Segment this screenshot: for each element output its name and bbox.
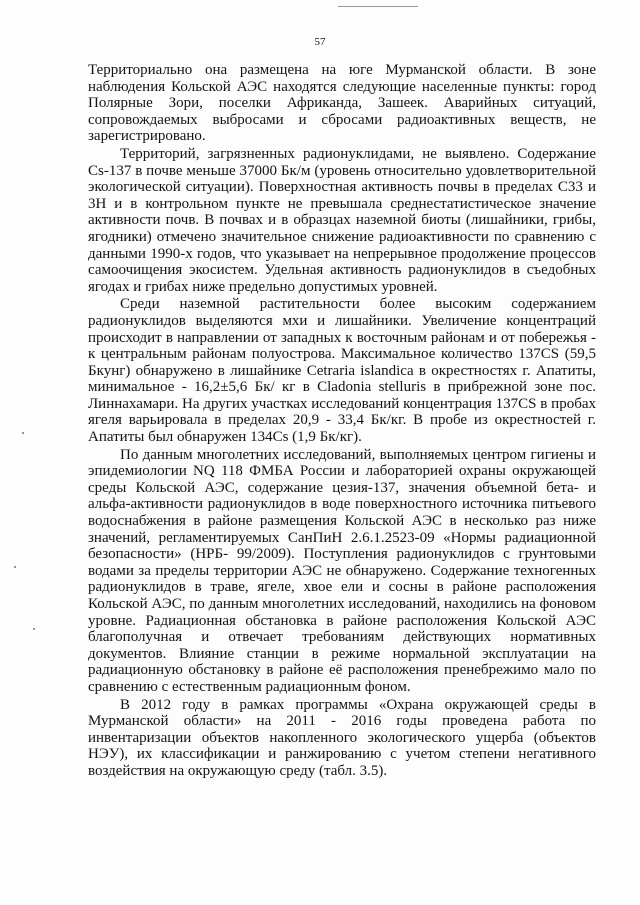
paragraph-inventory: В 2012 году в рамках программы «Охрана окружающей среды в Мурманской области» на 2011 - 2016 годы проведена работа по инвентаризации объектов накопленного экологического ущерба (объектов НЭУ), их классификации и ранжированию с учетом степени негативного воздействия на окружающую среду (табл. 3.5). xyxy=(88,696,596,779)
paragraph-continuation: Территориально она размещена на юге Мурманской области. В зоне наблюдения Кольской АЭС находятся следующие населенные пункты: город Полярные Зори, поселки Африканда, Зашеек. Аварийных ситуаций, сопровождаемых выбросами и сбросами радиоактивных веществ, не зарегистрировано. xyxy=(88,62,596,145)
page-number: 57 xyxy=(314,36,326,48)
paragraph-monitoring: По данным многолетних исследований, выполняемых центром гигиены и эпидемиологии NQ 118 ФМБА России и лабораторией охраны окружающей среды Кольской АЭС, содержание цезия-137, значения объемной бета- и альфа-активности радионуклидов в воде поверхностного источника питьевого водоснабжения в районе размещения Кольской АЭС в несколько раз ниже значений, регламентируемых СанПиН 2.6.1.2523-09 «Нормы радиационной безопасности» (НРБ- 99/2009). Поступления радионуклидов с грунтовыми водами за пределы территории АЭС не обнаружено. Содержание техногенных радионуклидов в траве, ягеле, хвое ели и сосны в районе расположения Кольской АЭС, по данным многолетних исследований, находились на фоновом уровне. Радиационная обстановка в районе расположения Кольской АЭС благополучная и отвечает требованиям действующих нормативных документов. Влияние станции в режиме нормальной эксплуатации на радиационную обстановку в районе её расположения пренебрежимо мало по сравнению с естественным радиационным фоном. xyxy=(88,446,596,695)
paragraph-vegetation: Среди наземной растительности более высоким содержанием радионуклидов выделяются мхи и лишайники. Увеличение концентраций происходит в направлении от западных к восточным районам и от побережья - к центральным районам полуострова. Максимальное количество 137CS (59,5 Бкунг) обнаружено в лишайнике Cetraria islandica в окрестностях г. Апатиты, минимальное - 16,2±5,6 Бк/ кг в Cladonia stelluris в прибрежной зоне пос. Линнахамари. На других участках исследований концентрация 137CS в пробах ягеля варьировала в пределах 20,9 - 33,4 Бк/кг. В пробе из окрестностей г. Апатиты был обнаружен 134Cs (1,9 Бк/кг). xyxy=(88,296,596,446)
body-text xyxy=(88,62,596,780)
top-rule xyxy=(338,6,418,7)
paragraph-contamination: Территорий, загрязненных радионуклидами, не выявлено. Содержание Cs-137 в почве меньше 37000 Бк/м (уровень относительно удовлетворительной экологической ситуации). Поверхностная активность почвы в пределах С33 и 3Н и в контрольном пункте не превышала среднестатистическое значение активности почв. В почвах и в образцах наземной биоты (лишайники, грибы, ягодники) отмечено значительное снижение радиоактивности по сравнению с данными 1990-х годов, что указывает на непрерывное продолжение процессов самоочищения экосистем. Удельная активность радионуклидов в съедобных ягодах и грибах ниже предельно допустимых уровней. xyxy=(88,145,596,295)
scan-speck xyxy=(22,432,24,434)
scan-speck xyxy=(33,628,35,630)
scan-speck xyxy=(14,566,16,568)
